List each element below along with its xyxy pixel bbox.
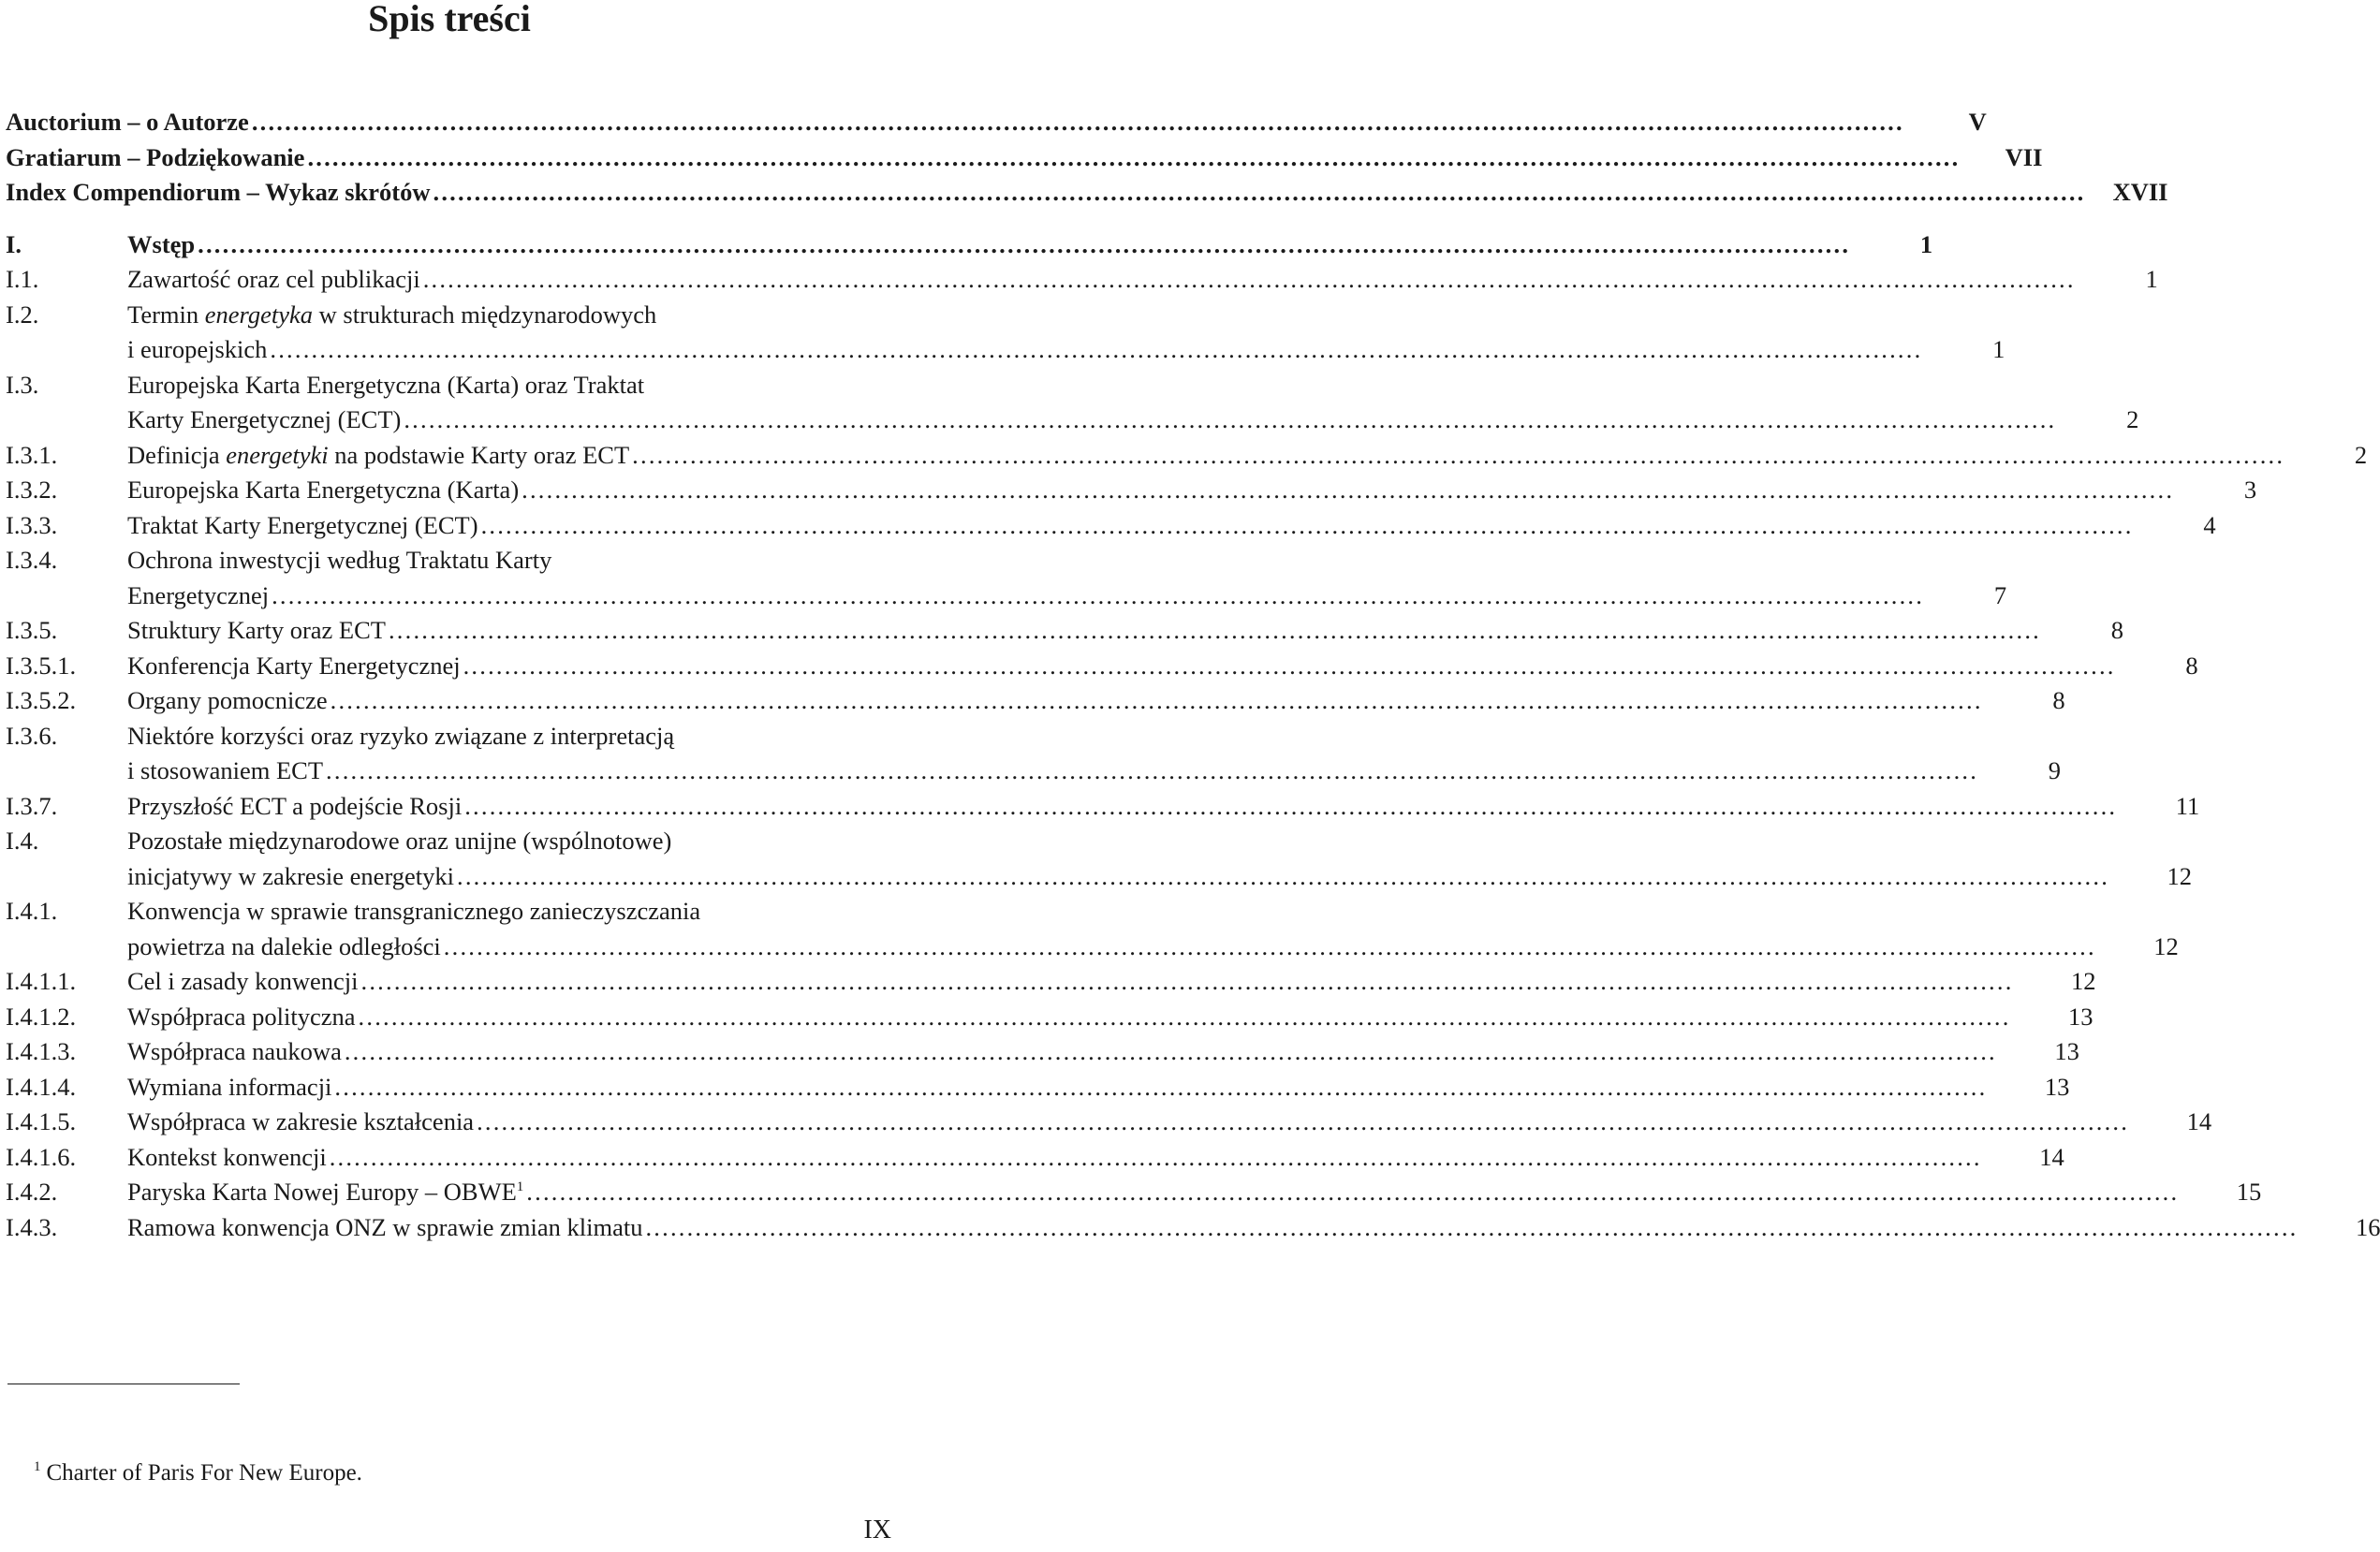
toc-entry-body [127, 1175, 2261, 1210]
toc-leader-dots: ........................................................................................................................................................................................................ [404, 405, 2057, 433]
toc-entry-line [127, 262, 2076, 298]
toc-entry-page: 9 [2048, 756, 2062, 784]
toc-entry[interactable] [6, 649, 2198, 684]
toc-entry-page: 1 [2145, 265, 2158, 293]
toc-entry-body [127, 1210, 2380, 1246]
toc-entry-title: Energetycznej [127, 580, 270, 609]
toc-entry-line [127, 1210, 2298, 1246]
toc-entry[interactable] [6, 1000, 2094, 1035]
toc-entry-page: 14 [2039, 1142, 2064, 1171]
toc-entry-title: Pozostałe międzynarodowe oraz unijne (wspólnotowe) [127, 827, 672, 855]
toc-entry[interactable] [6, 543, 2007, 613]
toc-entry-line [6, 105, 1904, 140]
toc-entry-title: Karty Energetycznej (ECT) [127, 405, 402, 433]
toc-entry-number: I.4. [6, 827, 39, 855]
toc-leader-dots: ........................................................................................................................................................................................................ [329, 1142, 1982, 1171]
toc-entry-number: I. [6, 229, 22, 258]
toc-entry-title: Gratiarum – Podziękowanie [6, 142, 305, 171]
toc-leader-dots: ........................................................................................................................................................................................................ [443, 931, 2096, 960]
toc-leader-dots: ........................................................................................................................................................................................................ [344, 1037, 1997, 1065]
toc-entry-body [127, 789, 2199, 825]
toc-leader-dots: ........................................................................................................................................................................................................ [307, 142, 1961, 171]
toc-entry-line [127, 930, 2096, 965]
toc-entry-body [127, 438, 2367, 474]
toc-entry-number: I.3.6. [6, 721, 58, 750]
toc-entry[interactable] [6, 683, 2065, 719]
toc-entry-title: Zawartość oraz cel publikacji [127, 265, 420, 293]
toc-entry-body [127, 543, 2006, 613]
toc-entry-body [127, 1070, 2069, 1105]
toc-entry[interactable] [6, 1210, 2380, 1246]
toc-entry-body [127, 649, 2198, 684]
toc-entry-body [127, 473, 2256, 508]
toc-entry[interactable] [6, 1140, 2064, 1176]
toc-entry-title: powietrza na dalekie odległości [127, 931, 441, 960]
toc-entry-body [127, 683, 2065, 719]
toc-entry-number: I.1. [6, 265, 39, 293]
toc-entry-title: Współpraca naukowa [127, 1037, 342, 1065]
toc-entry-title: inicjatywy w zakresie energetyki [127, 861, 455, 890]
toc-entry-page: 12 [2153, 931, 2179, 960]
toc-entry-title: Auctorium – o Autorze [6, 108, 249, 136]
toc-entry-title: Europejska Karta Energetyczna (Karta) [127, 476, 520, 504]
toc-entry-line [127, 1175, 2179, 1210]
toc-entry[interactable] [6, 298, 2005, 368]
toc-entry-body [127, 1140, 2064, 1176]
toc-leader-dots: ........................................................................................................................................................................................................ [433, 178, 2086, 206]
toc-entry-page: V [1968, 108, 1987, 136]
toc-entry-number: I.3.1. [6, 440, 58, 469]
toc-entry-line [127, 473, 2174, 508]
toc-entry-number: I.4.1.3. [6, 1037, 77, 1065]
toc-entry-page: 13 [2068, 1002, 2094, 1031]
toc-entry-body [127, 613, 2123, 649]
toc-entry-page: 11 [2175, 791, 2200, 820]
toc-entry-title: Definicja energetyki na podstawie Karty oraz ECT [127, 440, 630, 469]
toc-entry-title: Kontekst konwencji [127, 1142, 327, 1171]
toc-entry-number: I.3.4. [6, 546, 58, 574]
toc-entry-page: 3 [2243, 476, 2257, 504]
toc-leader-dots: ........................................................................................................................................................................................................ [326, 756, 1979, 784]
toc-chapter-list [6, 227, 2380, 1246]
toc-entry-body [127, 262, 2158, 298]
toc-leader-dots: ........................................................................................................................................................................................................ [645, 1212, 2299, 1241]
toc-entry-line [6, 140, 1960, 176]
toc-entry-line [127, 1140, 1982, 1176]
toc-entry-line [127, 1034, 1997, 1070]
toc-entry-number: I.4.1.1. [6, 967, 77, 995]
toc-leader-dots: ........................................................................................................................................................................................................ [272, 580, 1925, 609]
toc-entry-number: I.4.1.4. [6, 1072, 77, 1101]
toc-leader-dots: ........................................................................................................................................................................................................ [358, 1002, 2011, 1031]
toc-entry-line [127, 1000, 2011, 1035]
toc-entry-title: Przyszłość ECT a podejście Rosji [127, 791, 463, 820]
toc-entry[interactable] [6, 368, 2139, 438]
footnote-mark: 1 [34, 1459, 41, 1474]
toc-entry-title: Współpraca w zakresie kształcenia [127, 1107, 475, 1135]
toc-leader-dots: ........................................................................................................................................................................................................ [360, 967, 2014, 995]
toc-entry-title: Ramowa konwencja ONZ w sprawie zmian klimatu [127, 1212, 643, 1241]
toc-leader-dots: ........................................................................................................................................................................................................ [422, 265, 2076, 293]
toc-entry-line [127, 298, 1922, 333]
toc-entry[interactable] [6, 824, 2193, 894]
toc-entry-number: I.2. [6, 300, 39, 329]
toc-entry-number: I.4.1.5. [6, 1107, 77, 1135]
footnote-text: Charter of Paris For New Europe. [46, 1460, 362, 1486]
toc-entry-title: i stosowaniem ECT [127, 756, 324, 784]
toc-entry-number: I.3.2. [6, 476, 58, 504]
toc-entry-line [6, 175, 2086, 211]
toc-entry[interactable] [6, 105, 1987, 140]
toc-entry-page: 2 [2354, 440, 2368, 469]
toc-entry-title: Organy pomocnicze [127, 686, 328, 714]
toc-entry-body [127, 1000, 2094, 1035]
toc-entry-number: I.4.1. [6, 897, 58, 925]
toc-entry-line [127, 789, 2117, 825]
toc-entry-page: 16 [2355, 1212, 2380, 1241]
toc-entry-page: 12 [2071, 967, 2096, 995]
toc-entry-title: Wstęp [127, 229, 196, 258]
toc-entry-line [127, 403, 2056, 438]
toc-entry-line [127, 543, 1924, 578]
toc-entry-body [6, 105, 1987, 140]
toc-leader-dots: ........................................................................................................................................................................................................ [477, 1107, 2130, 1135]
toc-entry-number: I.3.5.1. [6, 651, 77, 680]
toc-entry-title: Traktat Karty Energetycznej (ECT) [127, 510, 478, 539]
page-number: IX [863, 1515, 891, 1545]
toc-entry-line [127, 719, 1978, 754]
toc-leader-dots: ........................................................................................................................................................................................................ [480, 510, 2134, 539]
toc-entry-body [127, 824, 2192, 894]
toc-entry-body [127, 1105, 2211, 1140]
toc-entry-page: 14 [2186, 1107, 2212, 1135]
toc-entry-body [127, 894, 2179, 964]
toc-entry[interactable] [6, 894, 2179, 964]
toc-entry-page: 12 [2167, 861, 2193, 890]
toc-leader-dots: ........................................................................................................................................................................................................ [198, 229, 1851, 258]
toc-entry[interactable] [6, 262, 2158, 298]
toc-entry-line [127, 227, 1850, 263]
toc-leader-dots: ........................................................................................................................................................................................................ [334, 1072, 1988, 1101]
toc-entry-page: 8 [2110, 616, 2123, 644]
toc-entry-body [127, 719, 2061, 789]
toc-entry-line [127, 438, 2285, 474]
toc-entry-title: Termin energetyka w strukturach międzynarodowych [127, 300, 657, 329]
toc-entry-body [6, 175, 2168, 211]
toc-entry-body [127, 508, 2216, 544]
toc-entry-title: Współpraca polityczna [127, 1002, 356, 1031]
toc-entry-line [127, 683, 1983, 719]
toc-leader-dots: ........................................................................................................................................................................................................ [251, 108, 1904, 136]
toc-entry-page: 15 [2236, 1178, 2262, 1206]
toc-entry-line [127, 1105, 2129, 1140]
toc-entry-line [127, 613, 2041, 649]
toc-entry-title: Wymiana informacji [127, 1072, 332, 1101]
toc-entry-number: I.3. [6, 370, 39, 399]
toc-entry-title: Konwencja w sprawie transgranicznego zanieczyszczania [127, 897, 701, 925]
toc-entry[interactable] [6, 473, 2257, 508]
toc-entry-body [127, 964, 2096, 1000]
toc-entry-title: i europejskich [127, 335, 268, 363]
toc-leader-dots: ........................................................................................................................................................................................................ [270, 335, 1923, 363]
toc-entry[interactable] [6, 438, 2368, 474]
toc-leader-dots: ........................................................................................................................................................................................................ [463, 651, 2116, 680]
toc-entry-line [127, 649, 2116, 684]
toc-leader-dots: ........................................................................................................................................................................................................ [632, 440, 2285, 469]
toc-leader-dots: ........................................................................................................................................................................................................ [388, 616, 2041, 644]
toc-entry-title: Europejska Karta Energetyczna (Karta) oraz Traktat [127, 370, 645, 399]
toc-entry-line [127, 1070, 1987, 1105]
toc-entry-page: 8 [2052, 686, 2065, 714]
toc-entry-number: I.3.5.2. [6, 686, 77, 714]
table-of-contents [6, 105, 2380, 1245]
toc-entry-body [6, 140, 2042, 176]
toc-entry-line [127, 754, 1978, 789]
toc-entry-number: I.3.7. [6, 791, 58, 820]
toc-entry-body [127, 227, 1932, 263]
toc-entry[interactable] [6, 789, 2200, 825]
toc-entry-page: VII [2005, 142, 2043, 171]
toc-leader-dots: ........................................................................................................................................................................................................ [526, 1178, 2180, 1206]
toc-entry[interactable] [6, 613, 2123, 649]
toc-entry-line [127, 964, 2014, 1000]
toc-entry-page: 4 [2203, 510, 2216, 539]
toc-entry-title: Konferencja Karty Energetycznej [127, 651, 461, 680]
toc-entry-line [127, 368, 2056, 403]
toc-entry-page: 13 [2054, 1037, 2079, 1065]
toc-entry[interactable] [6, 1034, 2079, 1070]
toc-entry-body [127, 368, 2138, 438]
toc-leader-dots: ........................................................................................................................................................................................................ [522, 476, 2175, 504]
toc-entry-title: Ochrona inwestycji według Traktatu Karty [127, 546, 552, 574]
toc-entry-title: Index Compendiorum – Wykaz skrótów [6, 178, 431, 206]
toc-entry-line [127, 508, 2134, 544]
toc-entry-page: 7 [1993, 580, 2007, 609]
toc-entry[interactable] [6, 719, 2062, 789]
toc-entry-line [127, 578, 1924, 614]
toc-entry-number: I.4.3. [6, 1212, 58, 1241]
toc-entry-page: 2 [2126, 405, 2139, 433]
toc-entry[interactable] [6, 1070, 2070, 1105]
toc-entry-page: 8 [2185, 651, 2198, 680]
toc-leader-dots: ........................................................................................................................................................................................................ [457, 861, 2110, 890]
toc-entry-title: Struktury Karty oraz ECT [127, 616, 386, 644]
page-title: Spis treści [368, 0, 531, 39]
toc-entry[interactable] [6, 227, 1933, 263]
toc-entry-number: I.4.1.6. [6, 1142, 77, 1171]
toc-entry-line [127, 332, 1922, 368]
toc-entry-title: Cel i zasady konwencji [127, 967, 359, 995]
toc-entry[interactable] [6, 1175, 2262, 1210]
toc-entry-title: Niektóre korzyści oraz ryzyko związane z interpretacją [127, 721, 675, 750]
toc-leader-dots: ........................................................................................................................................................................................................ [330, 686, 1983, 714]
toc-entry-number: I.4.1.2. [6, 1002, 77, 1031]
toc-entry-number: I.3.5. [6, 616, 58, 644]
toc-entry-title: Paryska Karta Nowej Europy – OBWE$^1$ [127, 1178, 524, 1206]
toc-entry-page: 1 [1992, 335, 2005, 363]
toc-entry[interactable] [6, 1105, 2212, 1140]
toc-entry-body [127, 298, 2005, 368]
toc-leader-dots: ........................................................................................................................................................................................................ [464, 791, 2118, 820]
toc-entry[interactable] [6, 175, 2168, 211]
toc-entry-line [127, 894, 2096, 930]
toc-entry-page: XVII [2112, 178, 2168, 206]
toc-entry[interactable] [6, 140, 2043, 176]
toc-entry[interactable] [6, 508, 2216, 544]
footnote [34, 1453, 362, 1487]
toc-entry-body [127, 1034, 2079, 1070]
toc-entry-page: 1 [1919, 229, 1933, 258]
toc-front-matter [6, 105, 2168, 211]
toc-entry-number: I.3.3. [6, 510, 58, 539]
toc-entry-line [127, 824, 2109, 859]
toc-entry-line [127, 859, 2109, 895]
toc-entry[interactable] [6, 964, 2096, 1000]
toc-entry-number: I.4.2. [6, 1178, 58, 1206]
toc-entry-page: 13 [2044, 1072, 2070, 1101]
